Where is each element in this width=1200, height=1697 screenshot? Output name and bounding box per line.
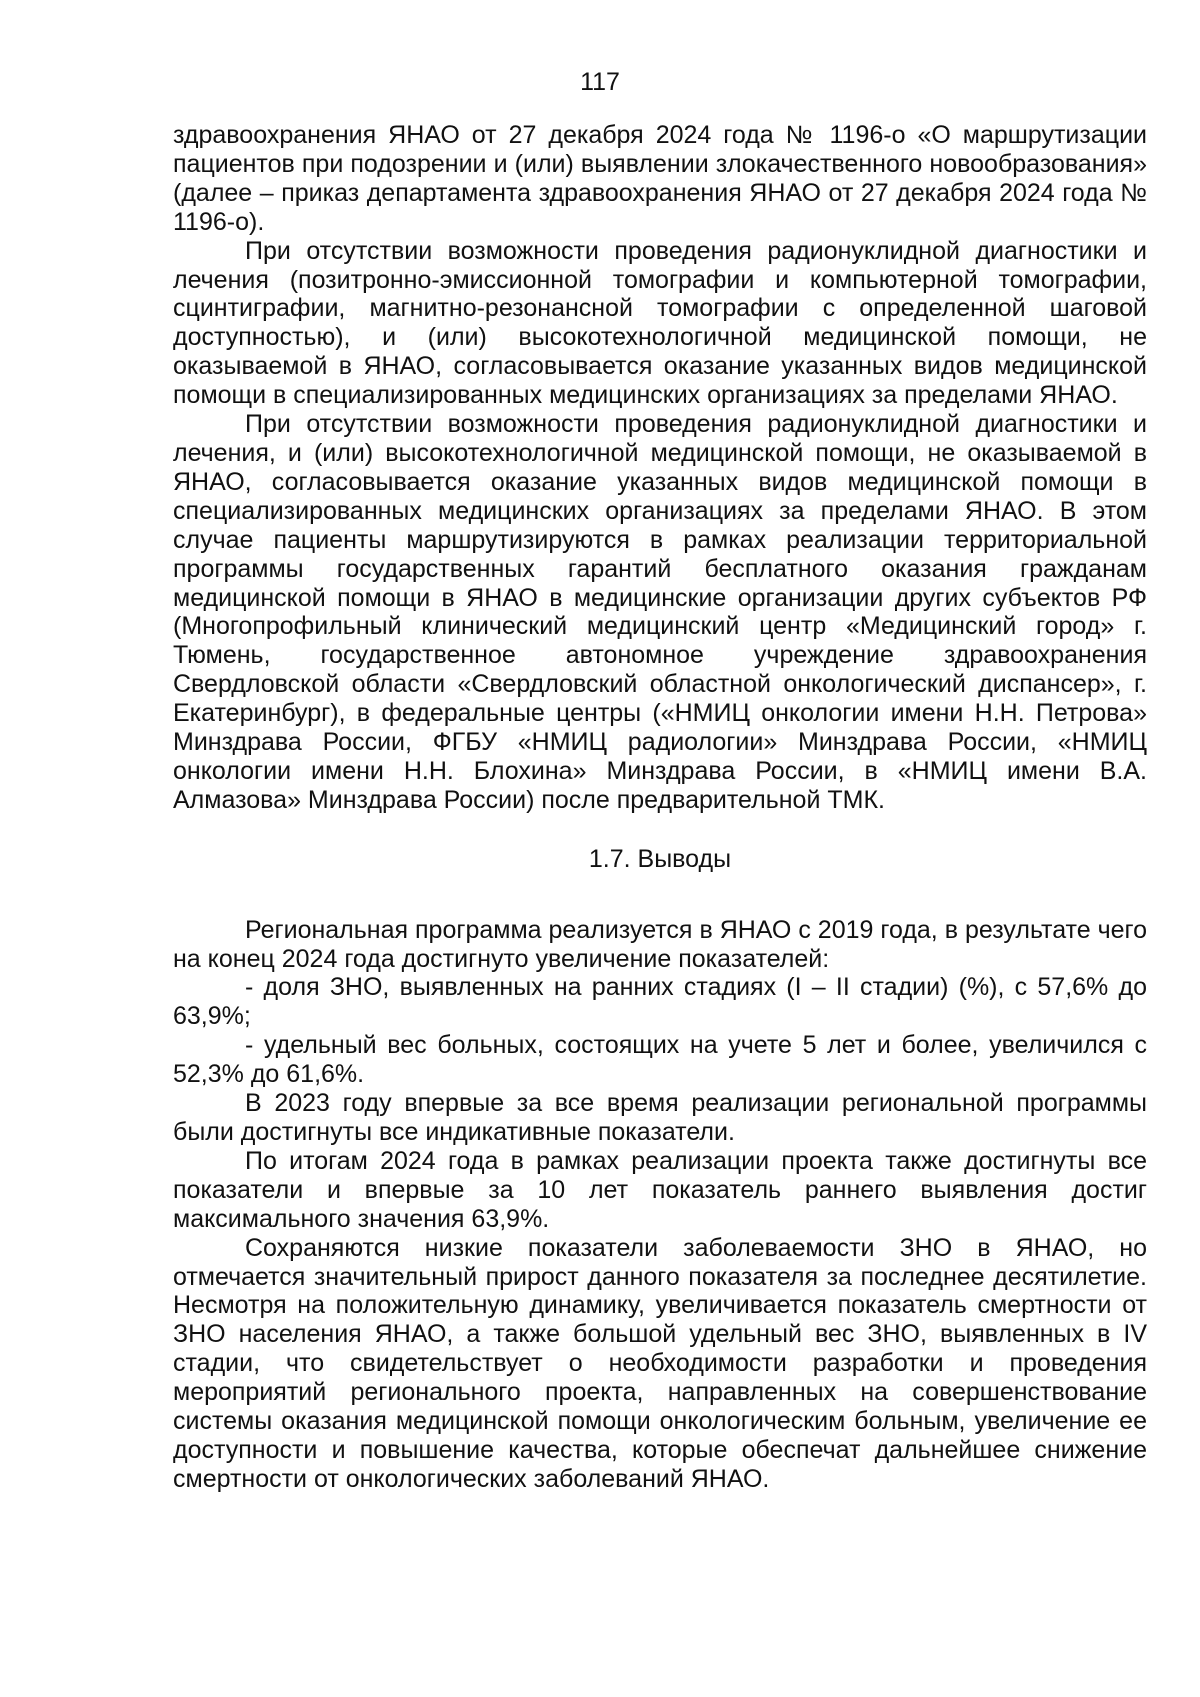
page-number: 117 (580, 68, 620, 96)
routing-paragraph-2: При отсутствии возможности проведения радионуклидной диагностики и лечения, и (или) высокотехнологичной медицинской помощи, не оказываемой в ЯНАО, согласовывается оказание указанных видов медицинской помощи в специализированных медицинских организациях за пределами ЯНАО. В этом случае пациенты маршрутизируются в рамках реализации территориальной программы государственных гарантий бесплатного оказания гражданам медицинской помощи в ЯНАО в медицинские организации других субъектов РФ (Многопрофильный клинический медицинский центр «Медицинский город» г. Тюмень, государственное автономное учреждение здравоохранения Свердловской области «Свердловский областной онкологический диспансер», г. Екатеринбург), в федеральные центры («НМИЦ онкологии имени Н.Н. Петрова» Минздрава России, ФГБУ «НМИЦ радиологии» Минздрава России, «НМИЦ онкологии имени Н.Н. Блохина» Минздрава России, в «НМИЦ имени В.А. Алмазова» Минздрава России) после предварительной ТМК. (173, 410, 1147, 814)
routing-paragraph-1: При отсутствии возможности проведения радионуклидной диагностики и лечения (позитронно-эмиссионной томографии и компьютерной томографии, сцинтиграфии, магнитно-резонансной томографии с определенной шаговой доступностью), и (или) высокотехнологичной медицинской помощи, не оказываемой в ЯНАО, согласовывается оказание указанных видов медицинской помощи в специализированных медицинских организациях за пределами ЯНАО. (173, 236, 1147, 410)
conclusion-paragraph: По итогам 2024 года в рамках реализации проекта также достигнуты все показатели и впервые за 10 лет показатель раннего выявления достиг максимального значения 63,9%. (173, 1146, 1147, 1233)
conclusion-list-item: - доля ЗНО, выявленных на ранних стадиях (I – II стадии) (%), с 57,6% до 63,9%; (173, 973, 1147, 1031)
conclusion-paragraph: Сохраняются низкие показатели заболеваемости ЗНО в ЯНАО, но отмечается значительный прирост данного показателя за последнее десятилетие. Несмотря на положительную динамику, увеличивается показатель смертности от ЗНО населения ЯНАО, а также большой удельный вес ЗНО, выявленных в IV стадии, что свидетельствует о необходимости разработки и проведения мероприятий регионального проекта, направленных на совершенствование системы оказания медицинской помощи онкологическим больным, увеличение ее доступности и повышение качества, которые обеспечат дальнейшее снижение смертности от онкологических заболеваний ЯНАО. (173, 1233, 1147, 1493)
intro-paragraph: здравоохранения ЯНАО от 27 декабря 2024 года № 1196-о «О маршрутизации пациентов при подозрении и (или) выявлении злокачественного новообразования» (далее – приказ департамента здравоохранения ЯНАО от 27 декабря 2024 года № 1196-о). (173, 121, 1147, 236)
document-body (173, 121, 1147, 1494)
conclusion-list-item: - удельный вес больных, состоящих на учете 5 лет и более, увеличился с 52,3% до 61,6%. (173, 1031, 1147, 1089)
conclusion-paragraph: В 2023 году впервые за все время реализации региональной программы были достигнуты все индикативные показатели. (173, 1089, 1147, 1146)
section-heading: 1.7. Выводы (588, 844, 732, 873)
conclusion-paragraph: Региональная программа реализуется в ЯНАО с 2019 года, в результате чего на конец 2024 года достигнуто увеличение показателей: (173, 915, 1147, 973)
